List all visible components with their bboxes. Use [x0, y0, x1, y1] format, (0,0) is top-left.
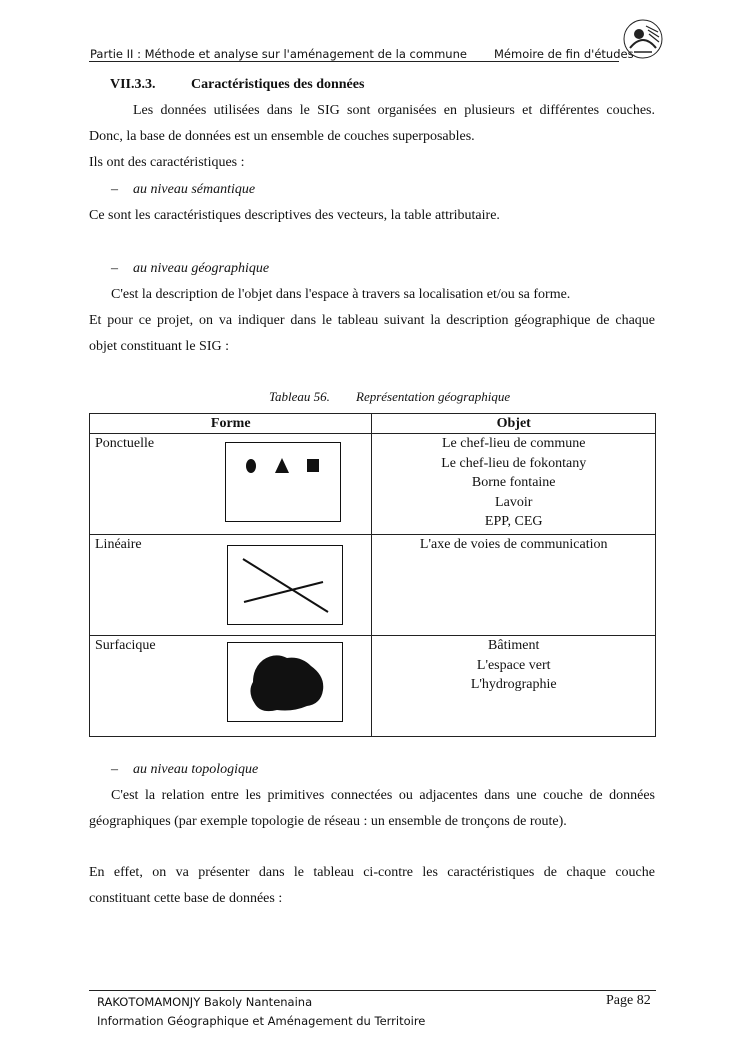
table-row-ponctuelle-objet: [372, 434, 656, 535]
paragraph-1-line-2: Donc, la base de données est un ensemble de couches superposables.: [89, 129, 475, 144]
paragraph-7-line-2: constituant cette base de données :: [89, 891, 283, 906]
paragraph-6-line-1: C'est la relation entre les primitives connectées ou adjacentes dans une couche de données: [111, 788, 655, 803]
point-symbols-icon: [225, 442, 341, 522]
area-symbol-icon: [227, 642, 343, 722]
column-header-forme: Forme: [90, 414, 372, 434]
table-row-surfacique-objet: [372, 636, 656, 737]
objet-item: EPP, CEG: [484, 514, 543, 529]
section-title: Caractéristiques des données: [191, 77, 365, 92]
forme-label: Linéaire: [95, 537, 142, 552]
forme-label: Ponctuelle: [95, 436, 155, 451]
paragraph-3: Ce sont les caractéristiques descriptives des vecteurs, la table attributaire.: [89, 208, 500, 223]
objet-item: Bâtiment: [488, 638, 540, 653]
table-row-lineaire-objet: [372, 535, 656, 636]
bullet-topological: au niveau topologique: [133, 762, 259, 777]
paragraph-1-line-1: Les données utilisées dans le SIG sont organisées en plusieurs et différentes couches.: [133, 103, 655, 118]
paragraph-6-line-2: géographiques (par exemple topologie de réseau : un ensemble de tronçons de route).: [89, 814, 567, 829]
table-row-ponctuelle-forme: [90, 434, 372, 535]
header-left: Partie II : Méthode et analyse sur l'aménagement de la commune: [90, 47, 467, 61]
line-symbols-icon: [227, 545, 343, 625]
objet-item: L'axe de voies de communication: [419, 537, 608, 552]
bullet-geographic: au niveau géographique: [133, 261, 270, 276]
bullet-dash: –: [111, 762, 118, 777]
column-header-objet: Objet: [372, 414, 656, 434]
header-rule: [89, 61, 619, 62]
paragraph-5-line-2: objet constituant le SIG :: [89, 339, 229, 354]
objet-item: L'hydrographie: [470, 677, 557, 692]
paragraph-2: Ils ont des caractéristiques :: [89, 155, 245, 170]
geographic-representation-table: [89, 413, 656, 737]
section-number: VII.3.3.: [110, 77, 156, 92]
forme-label: Surfacique: [95, 638, 156, 653]
footer-program: Information Géographique et Aménagement du Territoire: [97, 1014, 426, 1028]
paragraph-5-line-1: Et pour ce projet, on va indiquer dans le tableau suivant la description géographique de chaque: [89, 313, 655, 328]
paragraph-7-line-1: En effet, on va présenter dans le tableau ci-contre les caractéristiques de chaque couche: [89, 865, 655, 880]
page-number: Page 82: [606, 993, 651, 1008]
objet-item: Borne fontaine: [471, 475, 556, 490]
table-caption-number: Tableau 56.: [269, 389, 330, 404]
bullet-semantic: au niveau sémantique: [133, 182, 256, 197]
table-row-lineaire-forme: [90, 535, 372, 636]
objet-item: L'espace vert: [476, 657, 551, 673]
bullet-dash: –: [111, 182, 118, 197]
institution-logo-icon: [622, 18, 664, 60]
objet-item: Lavoir: [495, 494, 533, 510]
table-row-surfacique-forme: [90, 636, 372, 737]
footer-rule: [89, 990, 656, 991]
header-right: Mémoire de fin d'études: [494, 47, 634, 61]
objet-item: Le chef-lieu de commune: [442, 436, 586, 451]
table-caption-title: Représentation géographique: [356, 389, 511, 404]
footer-author: RAKOTOMAMONJY Bakoly Nantenaina: [97, 995, 313, 1009]
bullet-dash: –: [111, 261, 118, 276]
objet-item: Le chef-lieu de fokontany: [441, 455, 587, 471]
paragraph-4: C'est la description de l'objet dans l'espace à travers sa localisation et/ou sa forme.: [111, 287, 571, 302]
